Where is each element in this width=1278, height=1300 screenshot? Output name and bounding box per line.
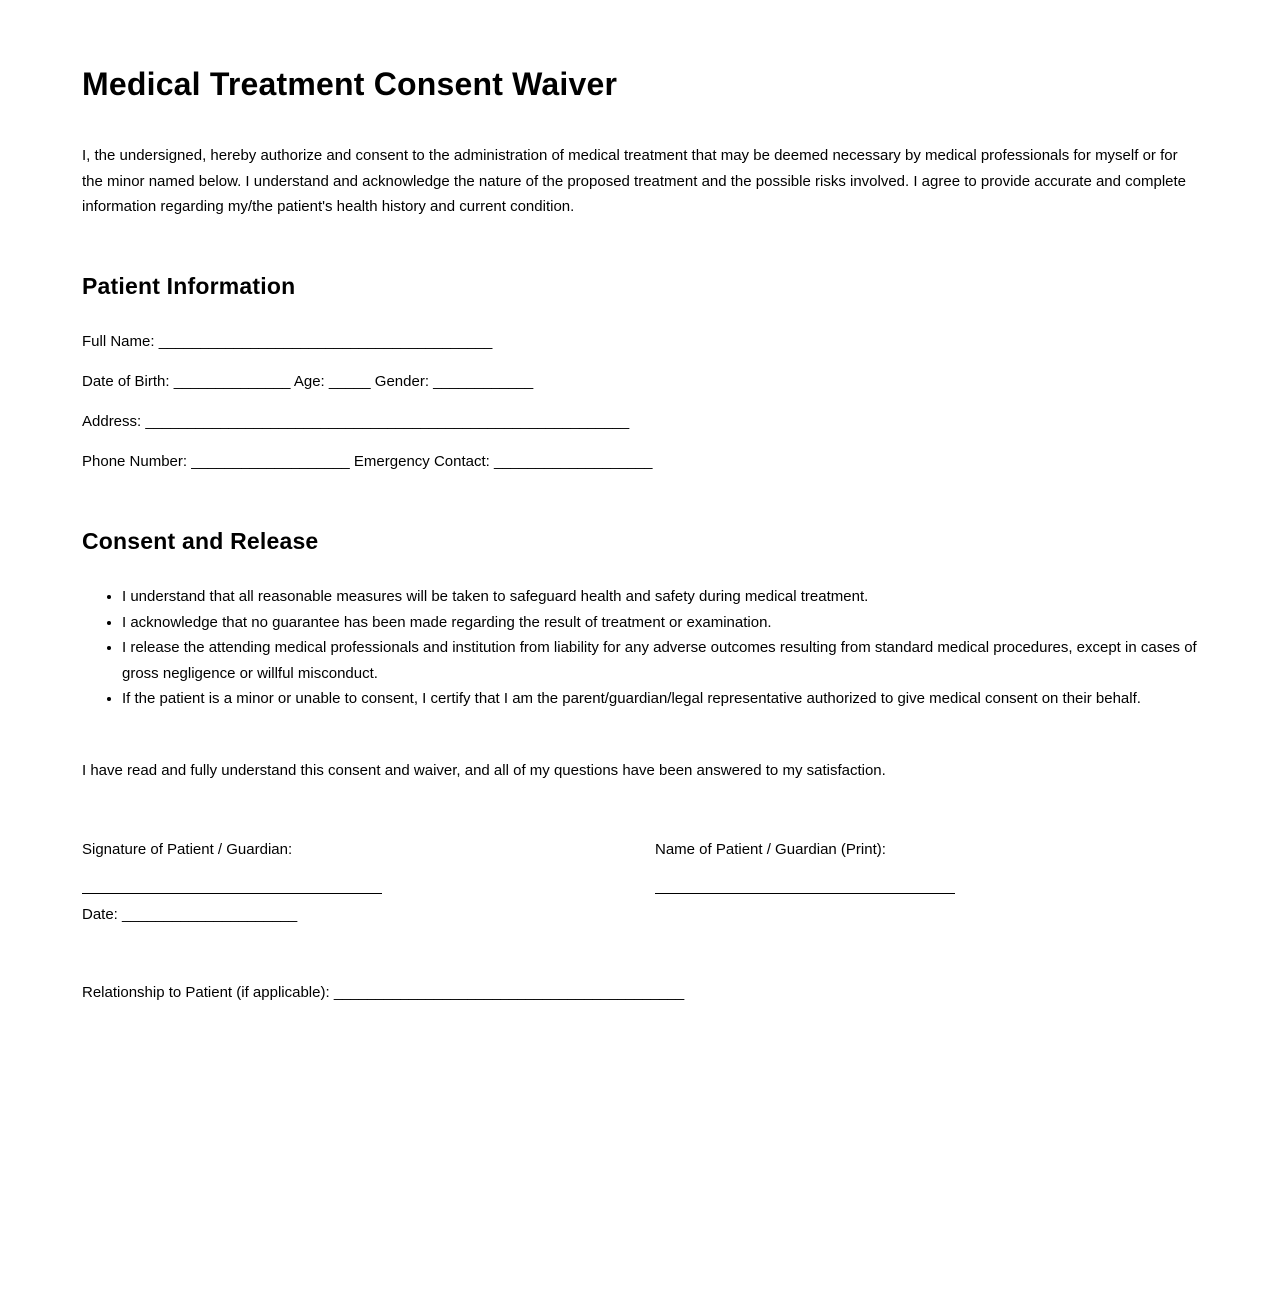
patient-information-heading: Patient Information — [82, 273, 296, 299]
address-label: Address: — [82, 413, 142, 430]
full-name-field[interactable]: ________________________________________ — [158, 333, 493, 350]
list-item: • If the patient is a minor or unable to consent, I certify that I am the parent/guardian/legal representative authorized to give medical consent on their behalf. — [122, 686, 1236, 712]
relationship-label: Relationship to Patient (if applicable): — [82, 984, 330, 1001]
full-name-label: Full Name: — [82, 333, 155, 350]
list-item: • I release the attending medical professionals and institution from liability for any adverse outcomes resulting from standard medical procedures, except in cases of gross negligence or willful misconduct. — [122, 635, 1236, 686]
date-label: Date: — [82, 906, 118, 923]
phone-emergency-row — [82, 452, 653, 472]
dob-field[interactable]: ______________ — [173, 373, 291, 390]
phone-field[interactable]: ___________________ — [191, 453, 350, 470]
address-field[interactable]: __________________________________________________________ — [145, 413, 630, 430]
date-field[interactable]: _____________________ — [122, 906, 298, 923]
dob-label: Date of Birth: — [82, 373, 170, 390]
signature-block — [82, 840, 382, 894]
signature-label: Signature of Patient / Guardian: — [82, 841, 293, 858]
list-item: • I understand that all reasonable measures will be taken to safeguard health and safety during medical treatment. — [122, 584, 1236, 610]
intro-paragraph: I, the undersigned, hereby authorize and consent to the administration of medical treatment that may be deemed necessary by medical professionals for myself or for the minor named below. I understand and acknowledge the nature of the proposed treatment and the possible risks involved. I agree to provide accurate and complete information regarding my/the patient's health history and current condition. — [82, 147, 1187, 215]
print-name-line[interactable] — [655, 893, 955, 894]
consent-list — [82, 584, 1236, 712]
emergency-contact-label: Emergency Contact: — [353, 453, 490, 470]
relationship-row — [82, 983, 684, 1003]
page-title: Medical Treatment Consent Waiver — [82, 66, 618, 102]
age-field[interactable]: _____ — [328, 373, 371, 390]
emergency-contact-field[interactable]: ___________________ — [494, 453, 653, 470]
consent-release-heading: Consent and Release — [82, 528, 319, 554]
date-row — [82, 905, 297, 925]
print-name-label: Name of Patient / Guardian (Print): — [655, 841, 886, 858]
signature-line[interactable] — [82, 893, 382, 894]
gender-label: Gender: — [374, 373, 429, 390]
relationship-field[interactable]: __________________________________________ — [333, 984, 685, 1001]
print-name-block — [655, 840, 955, 894]
full-name-row — [82, 332, 492, 352]
gender-field[interactable]: ____________ — [433, 373, 534, 390]
list-item: • I acknowledge that no guarantee has been made regarding the result of treatment or examination. — [122, 610, 1236, 636]
acknowledgement-text: I have read and fully understand this consent and waiver, and all of my questions have been answered to my satisfaction. — [82, 762, 886, 779]
dob-age-gender-row — [82, 372, 533, 392]
age-label: Age: — [293, 373, 325, 390]
phone-label: Phone Number: — [82, 453, 188, 470]
address-row — [82, 412, 629, 432]
